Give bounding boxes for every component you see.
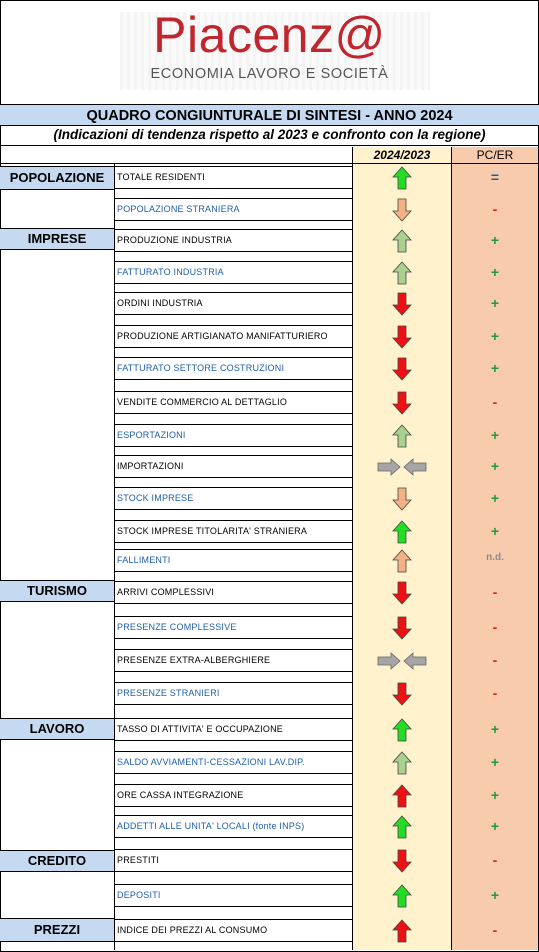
row-divider (114, 220, 352, 221)
category-divider (114, 164, 115, 950)
pc-er-value: - (492, 584, 498, 600)
indicator-label: SALDO AVVIAMENTI-CESSAZIONI LAV.DIP. (117, 757, 305, 767)
logo-subtitle: ECONOMIA LAVORO E SOCIETÀ (150, 66, 389, 82)
row-divider (114, 166, 352, 167)
indicator-label: ORE CASSA INTEGRAZIONE (117, 790, 244, 800)
row-divider (114, 649, 352, 650)
pc-er-value: + (490, 787, 500, 803)
down-arrow-icon (392, 325, 412, 354)
down-arrow-icon (392, 849, 412, 878)
pc-er-value: + (490, 328, 500, 344)
row-divider (114, 773, 352, 774)
row-divider (114, 379, 352, 380)
pc-er-value: + (490, 754, 500, 770)
row-divider (114, 919, 352, 920)
row-divider (114, 815, 352, 816)
row-divider (114, 357, 352, 358)
pc-er-value: + (490, 458, 500, 474)
row-divider (114, 229, 352, 230)
row-divider (114, 751, 352, 752)
row-divider (114, 198, 352, 199)
indicator-label: TOTALE RESIDENTI (117, 172, 205, 182)
row-divider (114, 704, 352, 705)
category-imprese: IMPRESE (0, 228, 114, 250)
row-divider (114, 941, 352, 942)
indicator-label: TASSO DI ATTIVITA' E OCCUPAZIONE (117, 724, 283, 734)
row-divider (114, 884, 352, 885)
pc-er-value: - (492, 201, 498, 217)
row-divider (114, 314, 352, 315)
indicator-label: DEPOSITI (117, 890, 161, 900)
down-arrow-icon (392, 616, 412, 645)
down-arrow-icon (392, 487, 412, 516)
up-arrow-icon (392, 815, 412, 844)
up-arrow-icon (392, 784, 412, 813)
up-arrow-icon (392, 261, 412, 290)
row-divider (114, 571, 352, 572)
row-divider (114, 413, 352, 414)
up-arrow-icon (392, 520, 412, 549)
row-divider (114, 455, 352, 456)
row-divider (114, 784, 352, 785)
row-divider (114, 509, 352, 510)
indicator-label: INDICE DEI PREZZI AL CONSUMO (117, 925, 268, 935)
up-arrow-icon (392, 718, 412, 747)
indicator-label: ORDINI INDUSTRIA (117, 298, 203, 308)
indicator-label: PRODUZIONE ARTIGIANATO MANIFATTURIERO (117, 331, 328, 341)
indicator-label: ESPORTAZIONI (117, 430, 186, 440)
down-arrow-icon (392, 682, 412, 711)
pc-er-value: + (490, 887, 500, 903)
category-credito: CREDITO (0, 850, 114, 872)
row-divider (114, 603, 352, 604)
indicator-label: PRODUZIONE INDUSTRIA (117, 235, 233, 245)
pc-er-value: + (490, 523, 500, 539)
stable-arrows-icon (377, 458, 427, 481)
down-arrow-icon (392, 581, 412, 610)
pc-er-value: - (492, 922, 498, 938)
indicator-label: STOCK IMPRESE TITOLARITA' STRANIERA (117, 526, 308, 536)
indicator-label: PRESENZE COMPLESSIVE (117, 622, 237, 632)
row-divider (114, 188, 352, 189)
up-arrow-icon (392, 229, 412, 258)
row-divider (114, 616, 352, 617)
row-divider (114, 837, 352, 838)
row-divider (114, 520, 352, 521)
down-arrow-icon (392, 292, 412, 321)
row-divider (114, 477, 352, 478)
report-subtitle: (Indicazioni di tendenza rispetto al 2023 e confronto con la regione) (0, 126, 539, 146)
pc-er-value: + (490, 360, 500, 376)
row-divider (114, 347, 352, 348)
indicator-label: FALLIMENTI (117, 555, 171, 565)
down-arrow-icon (392, 391, 412, 420)
row-divider (114, 424, 352, 425)
pc-er-value: + (490, 295, 500, 311)
header-line (0, 163, 352, 164)
report-title: QUADRO CONGIUNTURALE DI SINTESI - ANNO 2024 (0, 104, 539, 126)
row-divider (114, 682, 352, 683)
row-divider (114, 849, 352, 850)
indicator-label: POPOLAZIONE STRANIERA (117, 204, 240, 214)
pc-er-value: - (492, 394, 498, 410)
row-divider (114, 542, 352, 543)
row-divider (114, 261, 352, 262)
row-divider (114, 251, 352, 252)
row-divider (114, 906, 352, 907)
pc-er-value: = (490, 169, 500, 185)
category-prezzi: PREZZI (0, 918, 114, 942)
pc-er-value: - (492, 619, 498, 635)
category-popolazione: POPOLAZIONE (0, 166, 114, 190)
pc-er-value: + (490, 490, 500, 506)
indicator-label: PRESENZE STRANIERI (117, 688, 220, 698)
row-divider (114, 740, 352, 741)
trend-header: 2024/2023 (352, 147, 452, 164)
up-arrow-icon (392, 751, 412, 780)
up-arrow-icon (392, 424, 412, 453)
indicator-label: ARRIVI COMPLESSIVI (117, 587, 215, 597)
row-divider (114, 325, 352, 326)
row-divider (114, 283, 352, 284)
indicator-label: FATTURATO SETTORE COSTRUZIONI (117, 363, 285, 373)
pc-er-header: PC/ER (452, 147, 538, 164)
up-arrow-icon (392, 919, 412, 948)
pc-er-value: - (492, 685, 498, 701)
logo-title: Piacenz@ (153, 7, 386, 63)
row-divider (114, 292, 352, 293)
row-divider (114, 487, 352, 488)
stable-arrows-icon (377, 652, 427, 675)
down-arrow-icon (392, 357, 412, 386)
pc-er-value: n.d. (486, 552, 504, 563)
up-arrow-icon (392, 166, 412, 195)
up-arrow-icon (392, 884, 412, 913)
row-divider (114, 549, 352, 550)
category-turismo: TURISMO (0, 580, 114, 602)
row-divider (114, 806, 352, 807)
indicator-label: PRESENZE EXTRA-ALBERGHIERE (117, 655, 271, 665)
pc-er-value: - (492, 852, 498, 868)
indicator-label: STOCK IMPRESE (117, 493, 194, 503)
down-arrow-icon (392, 198, 412, 227)
row-divider (114, 671, 352, 672)
pc-er-value: + (490, 232, 500, 248)
indicator-label: IMPORTAZIONI (117, 461, 184, 471)
row-divider (114, 638, 352, 639)
row-divider (114, 871, 352, 872)
indicator-label: FATTURATO INDUSTRIA (117, 267, 224, 277)
category-lavoro: LAVORO (0, 718, 114, 740)
indicator-label: PRESTITI (117, 855, 160, 865)
pc-er-value: + (490, 264, 500, 280)
pc-er-value: + (490, 818, 500, 834)
row-divider (114, 718, 352, 719)
row-divider (114, 446, 352, 447)
pc-er-value: + (490, 427, 500, 443)
up-arrow-icon (392, 549, 412, 578)
indicator-label: VENDITE COMMERCIO AL DETTAGLIO (117, 397, 288, 407)
pc-er-value: - (492, 652, 498, 668)
row-divider (114, 581, 352, 582)
indicator-label: ADDETTI ALLE UNITA' LOCALI (fonte INPS) (117, 821, 305, 831)
row-divider (114, 391, 352, 392)
pc-er-value: + (490, 721, 500, 737)
logo (0, 0, 539, 104)
